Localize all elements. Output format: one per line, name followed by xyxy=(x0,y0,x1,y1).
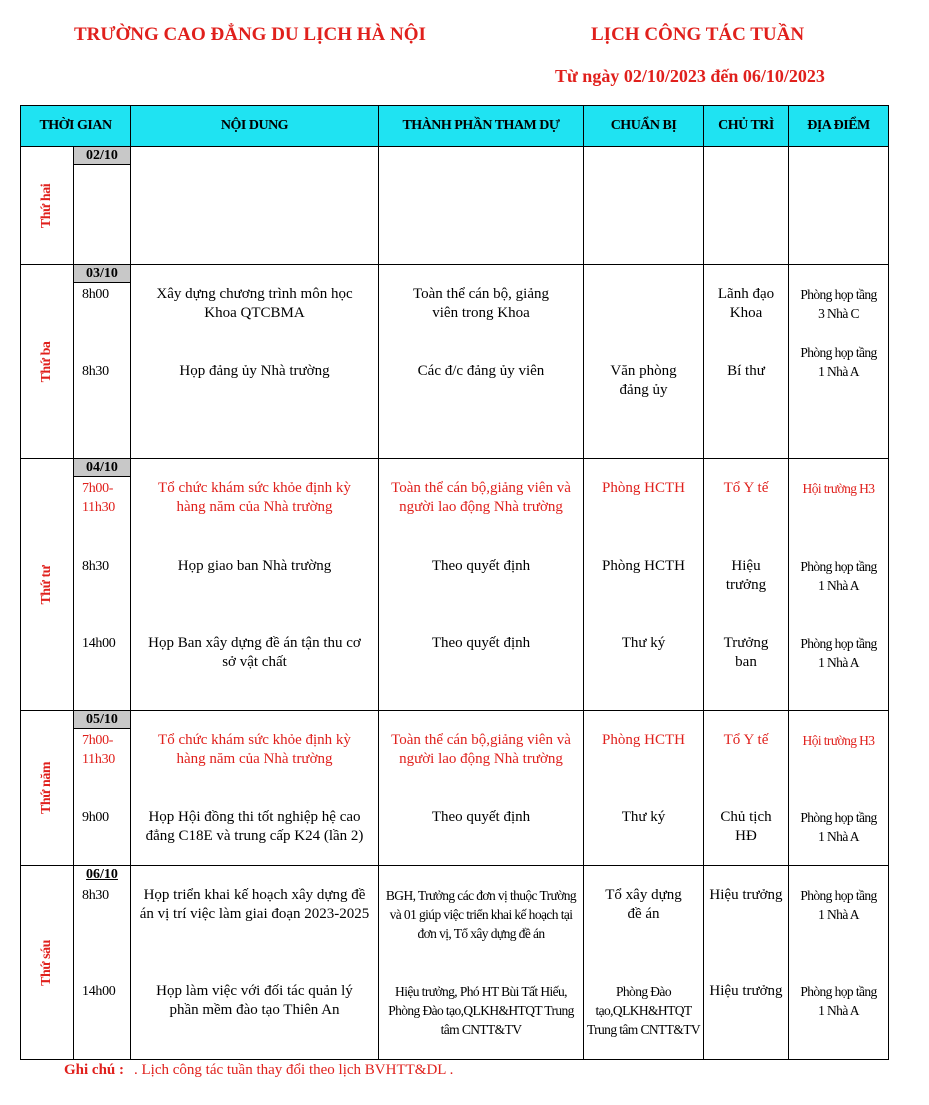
item-participants: Hiệu trưởng, Phó HT Bùi Tất Hiếu, Phòng Đào tạo,QLKH&HTQT Trung tâm CNTT&TV xyxy=(388,984,574,1037)
item-content: Họp giao ban Nhà trường xyxy=(177,558,332,574)
item-host: Bí thư xyxy=(727,363,765,379)
footnote-text: . Lịch công tác tuần thay đổi theo lịch BVHTT&DL . xyxy=(134,1062,454,1078)
day-cell xyxy=(21,459,74,711)
prep-cell xyxy=(584,265,704,459)
footnote-label: Ghi chú : xyxy=(64,1062,125,1078)
day-cell xyxy=(21,265,74,459)
content-cell xyxy=(131,147,379,265)
day-date: 05/10 xyxy=(74,711,130,729)
participants-cell xyxy=(379,711,584,866)
col-header-prep: CHUẨN BỊ xyxy=(584,106,704,147)
item-prep: Văn phòng đảng ủy xyxy=(610,363,677,398)
day-date: 06/10 xyxy=(86,867,118,882)
content-cell xyxy=(131,866,379,1060)
item-host: Hiệu trưởng xyxy=(725,558,767,593)
item-content: Họp đảng ủy Nhà trường xyxy=(179,363,330,379)
item-participants: Theo quyết định xyxy=(431,635,531,651)
item-content: Xây dựng chương trình môn học Khoa QTCBMA xyxy=(156,286,353,321)
day-name: Thứ hai xyxy=(39,183,54,228)
item-prep: Phòng HCTH xyxy=(602,732,685,748)
prep-cell xyxy=(584,711,704,866)
host-cell xyxy=(704,459,789,711)
host-cell xyxy=(704,147,789,265)
item-content: Họp triển khai kế hoạch xây dựng đề án vị trí việc làm giai đoạn 2023-2025 xyxy=(139,887,370,922)
item-location: Phòng họp tầng 1 Nhà A xyxy=(800,810,877,844)
day-date: 04/10 xyxy=(74,459,130,477)
item-location: Hội trường H3 xyxy=(802,481,875,496)
host-cell xyxy=(704,866,789,1060)
table-header-row xyxy=(21,106,889,147)
location-cell xyxy=(789,147,889,265)
participants-cell xyxy=(379,459,584,711)
content-cell xyxy=(131,265,379,459)
day-row-tuesday xyxy=(21,265,889,459)
item-content: Họp làm việc với đối tác quản lý phần mềm đào tạo Thiên An xyxy=(156,983,353,1018)
day-row-monday xyxy=(21,147,889,265)
day-name: Thứ năm xyxy=(39,762,54,814)
school-name: TRƯỜNG CAO ĐẲNG DU LỊCH HÀ NỘI xyxy=(74,24,426,45)
prep-cell xyxy=(584,459,704,711)
item-participants: Theo quyết định xyxy=(431,558,531,574)
day-name: Thứ sáu xyxy=(39,939,54,986)
item-participants: BGH, Trưởng các đơn vị thuộc Trường và 01 giúp việc triển khai kế hoạch tại đơn vị, Tổ xây dựng đề án xyxy=(385,888,577,941)
item-prep: Thư ký xyxy=(621,809,666,825)
schedule-table xyxy=(20,105,889,1060)
item-content: Tổ chức khám sức khỏe định kỳ hàng năm của Nhà trường xyxy=(158,480,351,515)
day-name: Thứ tư xyxy=(39,564,54,605)
item-location: Hội trường H3 xyxy=(802,733,875,748)
content-cell xyxy=(131,459,379,711)
location-cell xyxy=(789,265,889,459)
prep-cell xyxy=(584,866,704,1060)
item-prep: Phòng HCTH xyxy=(602,480,685,496)
item-location: Phòng họp tầng 1 Nhà A xyxy=(800,888,877,922)
item-time: 7h00-11h30 xyxy=(82,733,115,767)
day-row-thursday xyxy=(21,711,889,866)
item-content: Họp Hội đồng thi tốt nghiệp hệ cao đẳng C18E và trung cấp K24 (lần 2) xyxy=(145,809,364,844)
item-host: Hiệu trưởng xyxy=(709,983,783,999)
time-cell xyxy=(74,459,131,711)
item-prep: Tổ xây dựng đề án xyxy=(605,887,682,922)
day-date: 03/10 xyxy=(74,265,130,283)
location-cell xyxy=(789,866,889,1060)
item-time: 14h00 xyxy=(82,984,116,999)
col-header-location: ĐỊA ĐIỂM xyxy=(789,106,889,147)
item-participants: Các đ/c đảng ủy viên xyxy=(417,363,545,379)
item-content: Tổ chức khám sức khỏe định kỳ hàng năm của Nhà trường xyxy=(158,732,351,767)
date-range: Từ ngày 02/10/2023 đến 06/10/2023 xyxy=(555,66,825,86)
day-cell xyxy=(21,711,74,866)
day-date: 02/10 xyxy=(74,147,130,165)
item-participants: Toàn thể cán bộ,giảng viên và người lao động Nhà trường xyxy=(391,480,571,515)
item-time: 8h30 xyxy=(82,364,109,379)
col-header-participants: THÀNH PHẦN THAM DỰ xyxy=(379,106,584,147)
participants-cell xyxy=(379,147,584,265)
item-host: Trưởng ban xyxy=(723,635,769,670)
host-cell xyxy=(704,265,789,459)
item-location: Phòng họp tầng 1 Nhà A xyxy=(800,345,877,379)
item-participants: Toàn thể cán bộ,giảng viên và người lao động Nhà trường xyxy=(391,732,571,767)
item-host: Hiệu trưởng xyxy=(709,887,783,903)
item-host: Tổ Y tế xyxy=(723,732,769,748)
item-time: 9h00 xyxy=(82,810,109,825)
day-row-wednesday xyxy=(21,459,889,711)
location-cell xyxy=(789,711,889,866)
item-prep: Phòng Đào tạo,QLKH&HTQT Trung tâm CNTT&TV xyxy=(586,984,701,1037)
item-time: 8h00 xyxy=(82,287,109,302)
day-name: Thứ ba xyxy=(39,341,54,382)
col-header-time: THỜI GIAN xyxy=(21,106,131,147)
item-host: Chủ tịch HĐ xyxy=(720,809,772,844)
item-content: Họp Ban xây dựng đề án tận thu cơ sở vật chất xyxy=(148,635,361,670)
item-location: Phòng họp tầng 1 Nhà A xyxy=(800,559,877,593)
item-prep: Phòng HCTH xyxy=(602,558,685,574)
item-host: Tổ Y tế xyxy=(723,480,769,496)
item-participants: Theo quyết định xyxy=(431,809,531,825)
item-time: 8h30 xyxy=(82,888,109,903)
item-prep: Thư ký xyxy=(621,635,666,651)
participants-cell xyxy=(379,866,584,1060)
day-cell xyxy=(21,866,74,1060)
item-participants: Toàn thể cán bộ, giảng viên trong Khoa xyxy=(413,286,549,321)
footnote xyxy=(64,1062,453,1079)
item-time: 8h30 xyxy=(82,559,109,574)
item-time: 14h00 xyxy=(82,636,116,651)
day-row-friday xyxy=(21,866,889,1060)
content-cell xyxy=(131,711,379,866)
col-header-host: CHỦ TRÌ xyxy=(704,106,789,147)
prep-cell xyxy=(584,147,704,265)
item-location: Phòng họp tầng 1 Nhà A xyxy=(800,636,877,670)
time-cell xyxy=(74,265,131,459)
day-cell xyxy=(21,147,74,265)
item-host: Lãnh đạo Khoa xyxy=(717,286,775,321)
col-header-content: NỘI DUNG xyxy=(131,106,379,147)
time-cell xyxy=(74,711,131,866)
location-cell xyxy=(789,459,889,711)
host-cell xyxy=(704,711,789,866)
participants-cell xyxy=(379,265,584,459)
item-location: Phòng họp tầng 3 Nhà C xyxy=(800,287,877,321)
time-cell xyxy=(74,866,131,1060)
item-location: Phòng họp tầng 1 Nhà A xyxy=(800,984,877,1018)
item-time: 7h00-11h30 xyxy=(82,481,115,515)
time-cell xyxy=(74,147,131,265)
document-title: LỊCH CÔNG TÁC TUẦN xyxy=(591,24,805,45)
